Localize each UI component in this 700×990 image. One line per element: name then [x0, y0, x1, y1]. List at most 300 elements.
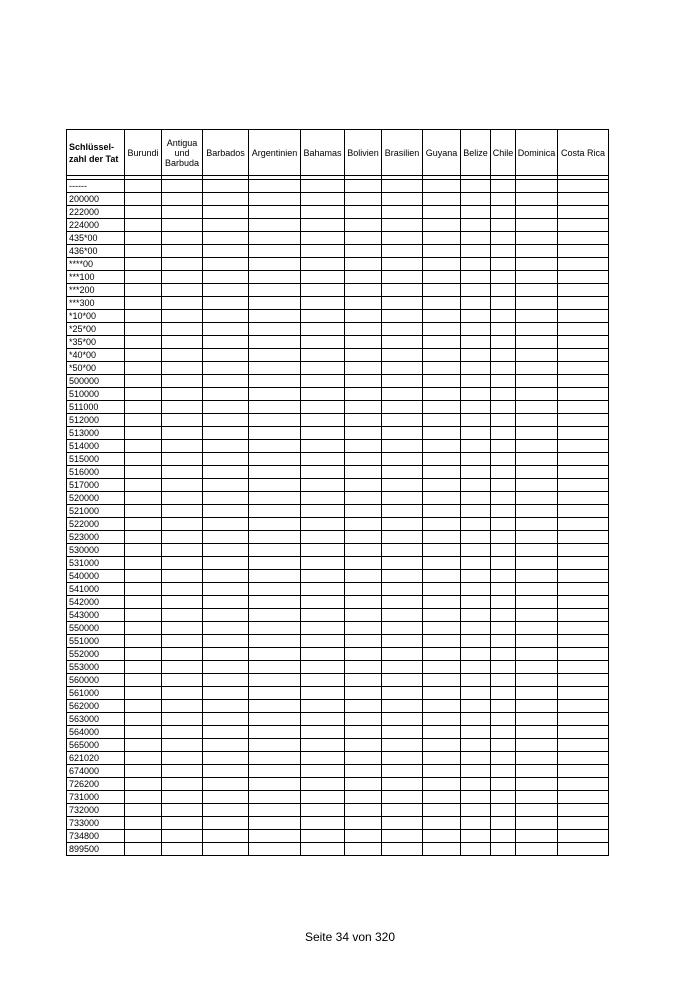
- empty-cell: [162, 648, 203, 661]
- empty-cell: [125, 713, 162, 726]
- empty-cell: [558, 739, 609, 752]
- empty-cell: [382, 713, 423, 726]
- empty-cell: [491, 752, 516, 765]
- empty-cell: [249, 284, 301, 297]
- empty-cell: [249, 804, 301, 817]
- empty-cell: [301, 700, 345, 713]
- empty-cell: [301, 219, 345, 232]
- empty-cell: [423, 817, 461, 830]
- empty-cell: [423, 479, 461, 492]
- empty-cell: [461, 466, 491, 479]
- empty-cell: [301, 388, 345, 401]
- empty-cell: [558, 453, 609, 466]
- table-row: [67, 687, 609, 700]
- empty-cell: [345, 765, 382, 778]
- empty-cell: [423, 544, 461, 557]
- table-row: [67, 700, 609, 713]
- empty-cell: [345, 648, 382, 661]
- empty-cell: [203, 804, 249, 817]
- empty-cell: [423, 648, 461, 661]
- empty-cell: [162, 700, 203, 713]
- table-row: [67, 284, 609, 297]
- empty-cell: [382, 206, 423, 219]
- empty-cell: [423, 427, 461, 440]
- empty-cell: [461, 622, 491, 635]
- empty-cell: [345, 414, 382, 427]
- empty-cell: [423, 388, 461, 401]
- country-column-header: Barbados: [203, 130, 249, 176]
- empty-cell: [203, 648, 249, 661]
- empty-cell: [301, 336, 345, 349]
- empty-cell: [345, 453, 382, 466]
- table-row: [67, 180, 609, 193]
- empty-cell: [461, 206, 491, 219]
- empty-cell: [491, 245, 516, 258]
- empty-cell: [249, 765, 301, 778]
- empty-cell: [301, 661, 345, 674]
- key-cell: 531000: [67, 557, 125, 570]
- empty-cell: [301, 674, 345, 687]
- empty-cell: [491, 206, 516, 219]
- empty-cell: [345, 206, 382, 219]
- table-row: [67, 570, 609, 583]
- table-row: [67, 765, 609, 778]
- empty-cell: [301, 557, 345, 570]
- empty-cell: [423, 180, 461, 193]
- empty-cell: [249, 778, 301, 791]
- empty-cell: [125, 427, 162, 440]
- empty-cell: [491, 518, 516, 531]
- empty-cell: [125, 518, 162, 531]
- empty-cell: [461, 635, 491, 648]
- country-column-header: Bolivien: [345, 130, 382, 176]
- empty-cell: [301, 362, 345, 375]
- empty-cell: [423, 375, 461, 388]
- empty-cell: [345, 531, 382, 544]
- empty-cell: [125, 310, 162, 323]
- empty-cell: [461, 193, 491, 206]
- empty-cell: [516, 661, 558, 674]
- empty-cell: [249, 466, 301, 479]
- empty-cell: [491, 362, 516, 375]
- empty-cell: [345, 297, 382, 310]
- country-column-header: Chile: [491, 130, 516, 176]
- empty-cell: [423, 401, 461, 414]
- empty-cell: [423, 440, 461, 453]
- empty-cell: [125, 843, 162, 856]
- empty-cell: [516, 232, 558, 245]
- empty-cell: [249, 271, 301, 284]
- empty-cell: [301, 375, 345, 388]
- empty-cell: [162, 323, 203, 336]
- empty-cell: [491, 414, 516, 427]
- empty-cell: [461, 362, 491, 375]
- empty-cell: [516, 180, 558, 193]
- key-cell: 562000: [67, 700, 125, 713]
- empty-cell: [125, 284, 162, 297]
- empty-cell: [162, 609, 203, 622]
- empty-cell: [382, 219, 423, 232]
- key-cell: 674000: [67, 765, 125, 778]
- empty-cell: [491, 505, 516, 518]
- empty-cell: [491, 479, 516, 492]
- empty-cell: [491, 778, 516, 791]
- key-cell: 734800: [67, 830, 125, 843]
- empty-cell: [491, 648, 516, 661]
- empty-cell: [558, 687, 609, 700]
- key-cell: *10*00: [67, 310, 125, 323]
- empty-cell: [558, 596, 609, 609]
- key-cell: 224000: [67, 219, 125, 232]
- empty-cell: [516, 609, 558, 622]
- empty-cell: [461, 492, 491, 505]
- empty-cell: [125, 271, 162, 284]
- table-row: [67, 778, 609, 791]
- empty-cell: [516, 414, 558, 427]
- empty-cell: [249, 219, 301, 232]
- empty-cell: [162, 362, 203, 375]
- empty-cell: [558, 804, 609, 817]
- empty-cell: [423, 765, 461, 778]
- empty-cell: [203, 219, 249, 232]
- empty-cell: [382, 661, 423, 674]
- table-row: [67, 622, 609, 635]
- empty-cell: [203, 635, 249, 648]
- key-cell: 550000: [67, 622, 125, 635]
- empty-cell: [423, 492, 461, 505]
- empty-cell: [249, 843, 301, 856]
- empty-cell: [382, 427, 423, 440]
- empty-cell: [249, 635, 301, 648]
- empty-cell: [301, 232, 345, 245]
- empty-cell: [203, 518, 249, 531]
- empty-cell: [162, 778, 203, 791]
- table-row: [67, 544, 609, 557]
- empty-cell: [491, 427, 516, 440]
- empty-cell: [558, 622, 609, 635]
- empty-cell: [203, 830, 249, 843]
- empty-cell: [125, 245, 162, 258]
- table-row: [67, 557, 609, 570]
- table-row: [67, 349, 609, 362]
- empty-cell: [461, 648, 491, 661]
- empty-cell: [301, 609, 345, 622]
- empty-cell: [558, 297, 609, 310]
- empty-cell: [382, 830, 423, 843]
- empty-cell: [382, 817, 423, 830]
- empty-cell: [516, 544, 558, 557]
- empty-cell: [125, 453, 162, 466]
- empty-cell: [345, 336, 382, 349]
- empty-cell: [461, 271, 491, 284]
- empty-cell: [249, 648, 301, 661]
- empty-cell: [558, 375, 609, 388]
- table-row: [67, 388, 609, 401]
- empty-cell: [423, 193, 461, 206]
- empty-cell: [382, 557, 423, 570]
- empty-cell: [516, 518, 558, 531]
- empty-cell: [461, 739, 491, 752]
- empty-cell: [203, 505, 249, 518]
- empty-cell: [162, 232, 203, 245]
- empty-cell: [516, 258, 558, 271]
- empty-cell: [516, 349, 558, 362]
- empty-cell: [491, 583, 516, 596]
- empty-cell: [516, 713, 558, 726]
- empty-cell: [301, 791, 345, 804]
- empty-cell: [423, 232, 461, 245]
- empty-cell: [382, 726, 423, 739]
- empty-cell: [382, 401, 423, 414]
- empty-cell: [558, 206, 609, 219]
- empty-cell: [461, 180, 491, 193]
- country-column-header: Burundi: [125, 130, 162, 176]
- empty-cell: [345, 791, 382, 804]
- empty-cell: [203, 609, 249, 622]
- empty-cell: [345, 596, 382, 609]
- empty-cell: [249, 726, 301, 739]
- empty-cell: [345, 479, 382, 492]
- empty-cell: [491, 401, 516, 414]
- empty-cell: [423, 206, 461, 219]
- empty-cell: [558, 414, 609, 427]
- empty-cell: [125, 778, 162, 791]
- empty-cell: [491, 388, 516, 401]
- empty-cell: [461, 310, 491, 323]
- empty-cell: [125, 583, 162, 596]
- empty-cell: [516, 739, 558, 752]
- empty-cell: [249, 414, 301, 427]
- table-row: [67, 726, 609, 739]
- empty-cell: [491, 466, 516, 479]
- key-cell: 513000: [67, 427, 125, 440]
- empty-cell: [125, 466, 162, 479]
- empty-cell: [345, 570, 382, 583]
- empty-cell: [125, 258, 162, 271]
- empty-cell: [558, 700, 609, 713]
- empty-cell: [162, 271, 203, 284]
- empty-cell: [423, 219, 461, 232]
- empty-cell: [162, 531, 203, 544]
- empty-cell: [491, 700, 516, 713]
- empty-cell: [162, 713, 203, 726]
- empty-cell: [558, 726, 609, 739]
- empty-cell: [125, 804, 162, 817]
- empty-cell: [301, 505, 345, 518]
- empty-cell: [558, 310, 609, 323]
- empty-cell: [516, 635, 558, 648]
- empty-cell: [558, 440, 609, 453]
- empty-cell: [345, 687, 382, 700]
- empty-cell: [516, 427, 558, 440]
- empty-cell: [125, 414, 162, 427]
- key-cell: 530000: [67, 544, 125, 557]
- empty-cell: [203, 791, 249, 804]
- empty-cell: [516, 830, 558, 843]
- empty-cell: [301, 180, 345, 193]
- empty-cell: [345, 505, 382, 518]
- empty-cell: [461, 505, 491, 518]
- empty-cell: [203, 271, 249, 284]
- key-cell: 521000: [67, 505, 125, 518]
- empty-cell: [516, 648, 558, 661]
- empty-cell: [203, 778, 249, 791]
- empty-cell: [249, 375, 301, 388]
- empty-cell: [249, 362, 301, 375]
- key-cell: 435*00: [67, 232, 125, 245]
- empty-cell: [461, 440, 491, 453]
- empty-cell: [125, 596, 162, 609]
- empty-cell: [491, 791, 516, 804]
- empty-cell: [516, 492, 558, 505]
- empty-cell: [345, 362, 382, 375]
- empty-cell: [162, 284, 203, 297]
- empty-cell: [345, 180, 382, 193]
- empty-cell: [162, 765, 203, 778]
- empty-cell: [516, 596, 558, 609]
- empty-cell: [203, 661, 249, 674]
- key-cell: 511000: [67, 401, 125, 414]
- empty-cell: [345, 752, 382, 765]
- empty-cell: [558, 232, 609, 245]
- empty-cell: [162, 635, 203, 648]
- table-row: [67, 674, 609, 687]
- empty-cell: [162, 375, 203, 388]
- table-row: [67, 310, 609, 323]
- empty-cell: [516, 726, 558, 739]
- empty-cell: [382, 609, 423, 622]
- empty-cell: [491, 219, 516, 232]
- empty-cell: [249, 791, 301, 804]
- table-row: [67, 635, 609, 648]
- empty-cell: [301, 414, 345, 427]
- table-row: [67, 817, 609, 830]
- empty-cell: [203, 310, 249, 323]
- empty-cell: [558, 505, 609, 518]
- empty-cell: [162, 674, 203, 687]
- key-cell: 733000: [67, 817, 125, 830]
- empty-cell: [301, 635, 345, 648]
- empty-cell: [301, 739, 345, 752]
- country-column-header: Bahamas: [301, 130, 345, 176]
- table-row: [67, 453, 609, 466]
- empty-cell: [203, 427, 249, 440]
- empty-cell: [125, 388, 162, 401]
- empty-cell: [461, 336, 491, 349]
- empty-cell: [301, 713, 345, 726]
- key-cell: 561000: [67, 687, 125, 700]
- empty-cell: [125, 505, 162, 518]
- empty-cell: [491, 674, 516, 687]
- empty-cell: [558, 323, 609, 336]
- empty-cell: [345, 622, 382, 635]
- key-cell: 542000: [67, 596, 125, 609]
- empty-cell: [491, 843, 516, 856]
- empty-cell: [382, 765, 423, 778]
- empty-cell: [491, 713, 516, 726]
- empty-cell: [345, 830, 382, 843]
- empty-cell: [301, 466, 345, 479]
- empty-cell: [382, 466, 423, 479]
- empty-cell: [491, 687, 516, 700]
- empty-cell: [203, 193, 249, 206]
- empty-cell: [491, 596, 516, 609]
- empty-cell: [162, 518, 203, 531]
- empty-cell: [461, 583, 491, 596]
- empty-cell: [249, 453, 301, 466]
- empty-cell: [301, 778, 345, 791]
- empty-cell: [558, 193, 609, 206]
- empty-cell: [125, 362, 162, 375]
- empty-cell: [461, 596, 491, 609]
- empty-cell: [125, 232, 162, 245]
- empty-cell: [249, 206, 301, 219]
- country-column-header: Antigua und Barbuda: [162, 130, 203, 176]
- empty-cell: [491, 726, 516, 739]
- empty-cell: [249, 440, 301, 453]
- empty-cell: [125, 765, 162, 778]
- empty-cell: [558, 362, 609, 375]
- empty-cell: [461, 557, 491, 570]
- empty-cell: [382, 284, 423, 297]
- empty-cell: [249, 323, 301, 336]
- empty-cell: [516, 765, 558, 778]
- empty-cell: [203, 765, 249, 778]
- empty-cell: [461, 375, 491, 388]
- empty-cell: [203, 583, 249, 596]
- empty-cell: [125, 661, 162, 674]
- table-row: [67, 323, 609, 336]
- key-cell: 510000: [67, 388, 125, 401]
- table-row: [67, 466, 609, 479]
- empty-cell: [516, 791, 558, 804]
- empty-cell: [301, 492, 345, 505]
- empty-cell: [249, 830, 301, 843]
- empty-cell: [345, 388, 382, 401]
- empty-cell: [516, 362, 558, 375]
- empty-cell: [558, 180, 609, 193]
- empty-cell: [516, 271, 558, 284]
- key-cell: 563000: [67, 713, 125, 726]
- empty-cell: [249, 817, 301, 830]
- key-cell: 565000: [67, 739, 125, 752]
- empty-cell: [125, 323, 162, 336]
- empty-cell: [423, 336, 461, 349]
- empty-cell: [461, 674, 491, 687]
- empty-cell: [382, 531, 423, 544]
- empty-cell: [558, 401, 609, 414]
- empty-cell: [558, 284, 609, 297]
- empty-cell: [162, 570, 203, 583]
- empty-cell: [203, 843, 249, 856]
- empty-cell: [461, 830, 491, 843]
- empty-cell: [423, 258, 461, 271]
- empty-cell: [203, 440, 249, 453]
- empty-cell: [516, 323, 558, 336]
- empty-cell: [162, 479, 203, 492]
- empty-cell: [203, 323, 249, 336]
- empty-cell: [558, 817, 609, 830]
- empty-cell: [301, 570, 345, 583]
- empty-cell: [423, 466, 461, 479]
- empty-cell: [461, 414, 491, 427]
- empty-cell: [249, 739, 301, 752]
- empty-cell: [162, 193, 203, 206]
- empty-cell: [382, 297, 423, 310]
- empty-cell: [491, 817, 516, 830]
- table-row: [67, 401, 609, 414]
- empty-cell: [301, 726, 345, 739]
